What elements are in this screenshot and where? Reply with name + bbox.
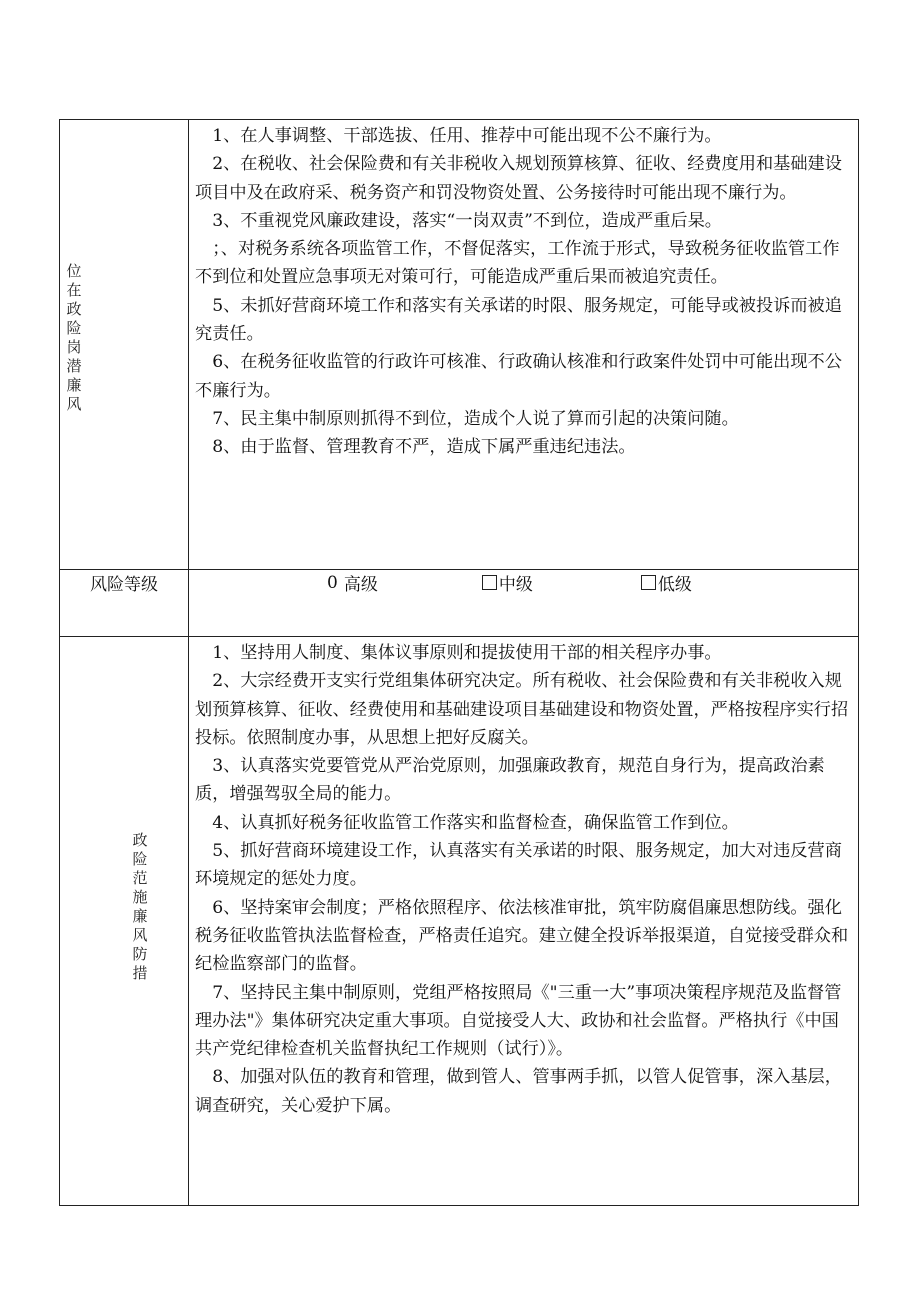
measure-item: 7、坚持民主集中制原则，党组严格按照局《"三重一大”事项决策程序规范及监督管理办法"》集体研究决定重大事项。自觉接受人大、政协和社会监督。严格执行《中国共产党纪律检查机关监督执纪工作规则（试行）》。 bbox=[195, 982, 842, 1060]
measures-label: 政险范施廉风防措 bbox=[132, 831, 148, 982]
measure-item: 5、抓好营商环境建设工作，认真落实有关承诺的时限、服务规定，加大对违反营商环境规定的惩处力度。 bbox=[195, 841, 842, 890]
risk-item: 5、未抓好营商环境工作和落实有关承诺的时限、服务规定，可能导或被投诉而被追究责任。 bbox=[195, 295, 842, 345]
level-option-low[interactable] bbox=[641, 570, 692, 595]
measures-content-cell bbox=[189, 637, 859, 1206]
level-option-medium[interactable] bbox=[482, 570, 533, 595]
risk-item: 3、不重视党风廉政建设，落实“一岗双责”不到位，造成严重后杲。 bbox=[212, 210, 722, 231]
risk-item: 1、在人事调整、干部选拔、任用、推荐中可能出现不公不廉行为。 bbox=[212, 126, 722, 146]
measures-row bbox=[60, 637, 859, 1206]
level-option-high[interactable] bbox=[327, 570, 378, 595]
risk-level-label: 风险等级 bbox=[90, 575, 158, 595]
level-high-mark: 0 bbox=[327, 572, 338, 593]
level-high-text: 高级 bbox=[343, 575, 378, 595]
measure-item: 3、认真落实党要管党从严治党原则，加强廉政教育，规范自身行为，提高政治素质，增强驾驭全局的能力。 bbox=[195, 756, 825, 805]
level-low-text: 低级 bbox=[657, 575, 692, 595]
risk-level-options-cell bbox=[189, 570, 859, 637]
risk-item: 2、在税收、社会保险费和有关非税收入规划预算核算、征收、经费度用和基础建设项目中及在政府采、税务资产和罚没物资处置、公务接待时可能出现不廉行为。 bbox=[195, 154, 842, 203]
measure-item: 4、认真抓好税务征收监管工作落实和监督检查，确保监管工作到位。 bbox=[212, 812, 739, 833]
risk-points-list bbox=[189, 120, 858, 462]
risk-item: 8、由于监督、管理教育不严，造成下属严重违纪违法。 bbox=[212, 437, 636, 458]
measures-label-cell bbox=[60, 637, 189, 1206]
risk-points-content-cell bbox=[189, 120, 859, 570]
checkbox-icon[interactable] bbox=[641, 575, 656, 590]
risk-level-label-cell bbox=[60, 570, 189, 637]
risk-table bbox=[59, 119, 859, 1206]
risk-level-options bbox=[189, 570, 858, 595]
risk-item: ；、对税务系统各项监管工作，不督促落实，工作流于形式，导致税务征收监管工作不到位和处置应急事项无对策可行，可能造成严重后果而被追究责任。 bbox=[195, 239, 840, 288]
measure-item: 8、加强对队伍的教育和管理，做到管人、管事两手抓，以管人促管事，深入基层，调查研究，关心爱护下属。 bbox=[195, 1067, 842, 1116]
measure-item: 2、大宗经费开支实行党组集体研究决定。所有税收、社会保险费和有关非税收入规划预算核算、征收、经费使用和基础建设项目基础建设和物资处置，严格按程序实行招投标。依照制度办事，从思想上把好反腐关。 bbox=[195, 671, 849, 748]
level-medium-text: 中级 bbox=[498, 575, 533, 595]
risk-points-row bbox=[60, 120, 859, 570]
risk-level-row bbox=[60, 570, 859, 637]
risk-points-label: 位在政险岗潜廉风 bbox=[66, 262, 82, 413]
checkbox-icon[interactable] bbox=[482, 575, 497, 590]
risk-item: 7、民主集中制原则抓得不到位，造成个人说了算而引起的决策问随。 bbox=[212, 408, 739, 429]
measure-item: 1、坚持用人制度、集体议事原则和提拔使用干部的相关程序办事。 bbox=[212, 643, 722, 663]
measures-list bbox=[189, 637, 858, 1120]
risk-points-label-cell bbox=[60, 120, 189, 570]
measure-item: 6、坚持案审会制度；严格依照程序、依法核准审批，筑牢防腐倡廉思想防线。强化税务征收监管执法监督检查，严格责任追究。建立健全投诉举报渠道，自觉接受群众和纪检监察部门的监督。 bbox=[195, 897, 849, 975]
risk-item: 6、在税务征收监管的行政许可核准、行政确认核准和行政案件处罚中可能出现不公不廉行为。 bbox=[195, 352, 842, 401]
